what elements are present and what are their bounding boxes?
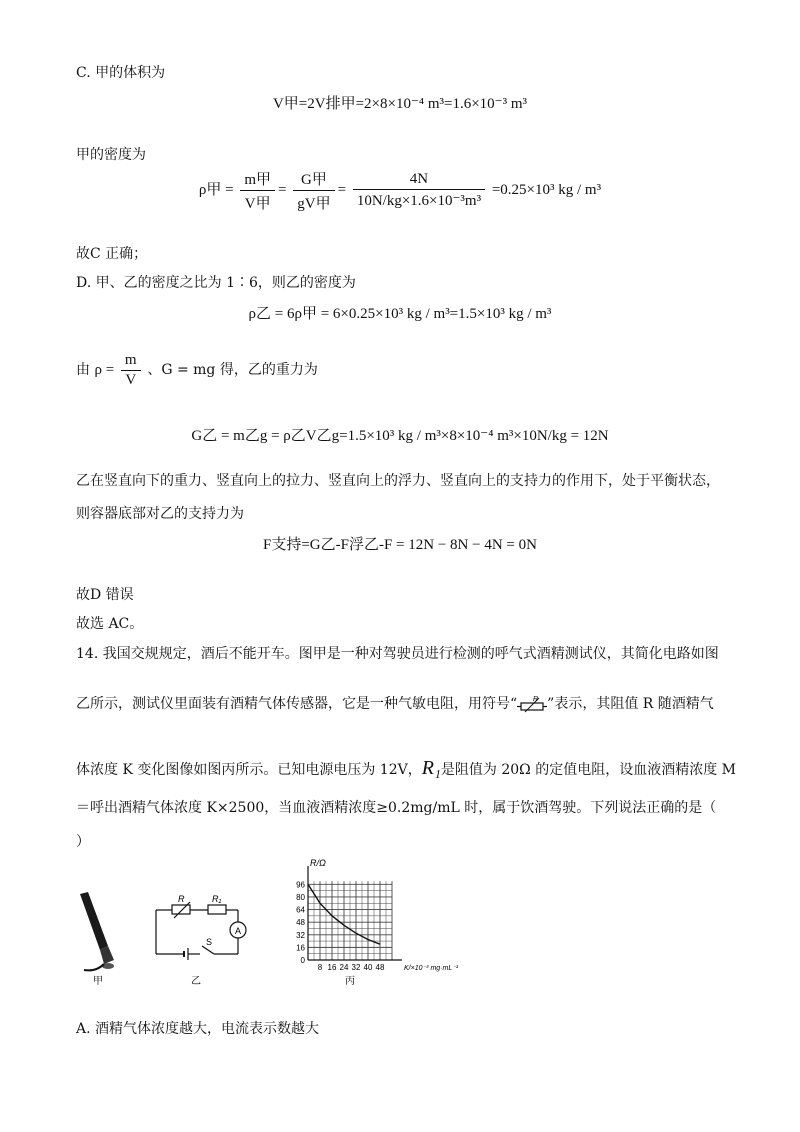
g-formula: 、G = mg 得，乙的重力为 — [147, 361, 318, 378]
q14-line-1: 14. 我国交规规定，酒后不能开车。图甲是一种对驾驶员进行检测的呼气式酒精测试仪，其简化电路如图 — [76, 646, 719, 662]
q14-line-2 — [76, 693, 714, 713]
rho-formula — [94, 352, 147, 388]
density-result: =0.25×10³ kg / m³ — [491, 181, 602, 198]
formula-line — [76, 352, 318, 389]
r1-symbol: R₁ — [421, 757, 441, 779]
density-fraction-2-den: gV甲 — [297, 196, 331, 212]
x-tick-label: 16 — [327, 963, 337, 972]
x-tick-label: 8 — [317, 963, 323, 972]
rho-fraction — [121, 352, 141, 389]
density-fraction-3-num: 4N — [353, 171, 485, 190]
yi-density-equation: ρ乙 = 6ρ甲 = 6×0.25×10³ kg / m³=1.5×10³ kg / m³ — [248, 306, 552, 322]
balance-paragraph-2: 则容器底部对乙的支持力为 — [76, 506, 244, 522]
y-tick-label: 64 — [296, 905, 305, 915]
volume-equation: V甲=2V排甲=2×8×10⁻⁴ m³=1.6×10⁻³ m³ — [272, 96, 528, 112]
breathalyzer-icon — [80, 892, 114, 970]
density-fraction-3 — [353, 171, 485, 210]
rho-fraction-den: V — [125, 372, 137, 388]
density-fraction-1-num: m甲 — [240, 168, 275, 191]
answer-line: 故选 AC。 — [76, 616, 144, 632]
breathalyzer-figure — [70, 886, 130, 986]
density-lhs: ρ甲 = — [198, 181, 234, 198]
resistance-concentration-chart — [278, 856, 498, 990]
switch-label: S — [206, 937, 213, 947]
x-tick-label: 24 — [339, 963, 349, 972]
q14-line-2a: 乙所示，测试仪里面装有酒精气体传感器，它是一种气敏电阻，用符号“ — [76, 696, 518, 712]
density-fraction-3-den: 10N/kg×1.6×10⁻³m³ — [356, 193, 482, 209]
x-tick-label: 48 — [375, 963, 385, 972]
density-equation: ρ甲 = $\frac{\text{m甲}}{\text{V甲}}$ = $\frac{\text{G甲}}{\text{gV甲}}$ = $\frac{4N}{\text{10N/kg×1.6×10⁻³m³}}$ =0.25×10³ kg / m³ — [0, 168, 800, 213]
circuit-r1-label: R₁ — [212, 894, 222, 904]
y-axis-label: R/Ω — [310, 858, 326, 868]
rho-fraction-num: m — [121, 352, 141, 371]
q14-line-3b: 是阻值为 20Ω 的定值电阻，设血液酒精浓度 M — [440, 762, 737, 778]
q14-line-5: ） — [76, 834, 90, 850]
q14-line-3a: 体浓度 K 变化图像如图丙所示。已知电源电压为 12V， — [76, 762, 422, 778]
option-a[interactable]: A. 酒精气体浓度越大，电流表示数越大 — [76, 1021, 320, 1037]
circuit-diagram — [156, 902, 246, 960]
density-fraction-2 — [293, 168, 334, 213]
section-c-conclusion: 故C 正确； — [76, 246, 148, 262]
section-d-conclusion: 故D 错误 — [76, 587, 134, 603]
from-prefix: 由 — [76, 361, 90, 378]
support-equation: F支持=G乙-F浮乙-F = 12N − 8N − 4N = 0N — [263, 537, 537, 553]
y-tick-label: 48 — [296, 918, 305, 928]
weight-equation: G乙 = m乙g = ρ乙V乙g=1.5×10³ kg / m³×8×10⁻⁴ m³×10N/kg = 12N — [191, 428, 609, 444]
balance-paragraph-1: 乙在竖直向下的重力、竖直向上的拉力、竖直向上的浮力、竖直向上的支持力的作用下，处于平衡状态， — [76, 473, 720, 489]
x-axis-label: K/×10⁻³ mg·mL⁻¹ — [404, 965, 459, 972]
fig-bing-label: 丙 — [345, 976, 355, 987]
y-tick-label: 32 — [296, 930, 305, 940]
section-c-label: C. 甲的体积为 — [76, 65, 166, 81]
y-tick-label: 0 — [300, 956, 305, 965]
x-tick-label: 32 — [351, 963, 361, 972]
q14-line-2b: ”表示，其阻值 R 随酒精气 — [547, 696, 714, 712]
density-fraction-2-num: G甲 — [293, 168, 334, 191]
density-fraction-1-den: V甲 — [244, 196, 271, 212]
y-tick-label: 96 — [296, 880, 305, 890]
rho-lhs: ρ = — [94, 361, 115, 378]
svg-text:R: R — [533, 696, 539, 703]
y-tick-label: 16 — [296, 943, 305, 953]
circuit-r-label: R — [178, 894, 185, 904]
section-d-label: D. 甲、乙的密度之比为 1∶6，则乙的密度为 — [76, 275, 356, 291]
density-label: 甲的密度为 — [76, 147, 146, 163]
q14-line-3 — [76, 757, 736, 780]
x-tick-label: 40 — [363, 963, 373, 972]
fig-jia-label: 甲 — [93, 976, 103, 986]
fig-yi-label: 乙 — [191, 976, 201, 987]
q14-line-4: ＝呼出酒精气体浓度 K×2500，当血液酒精浓度≥0.2mg/mL 时，属于饮酒驾驶。下列说法正确的是（ — [76, 800, 717, 816]
gas-resistor-symbol-icon — [517, 695, 547, 713]
ammeter-label: A — [235, 926, 242, 936]
circuit-figure — [150, 888, 260, 988]
y-tick-label: 80 — [296, 892, 305, 902]
density-fraction-1 — [240, 168, 275, 213]
